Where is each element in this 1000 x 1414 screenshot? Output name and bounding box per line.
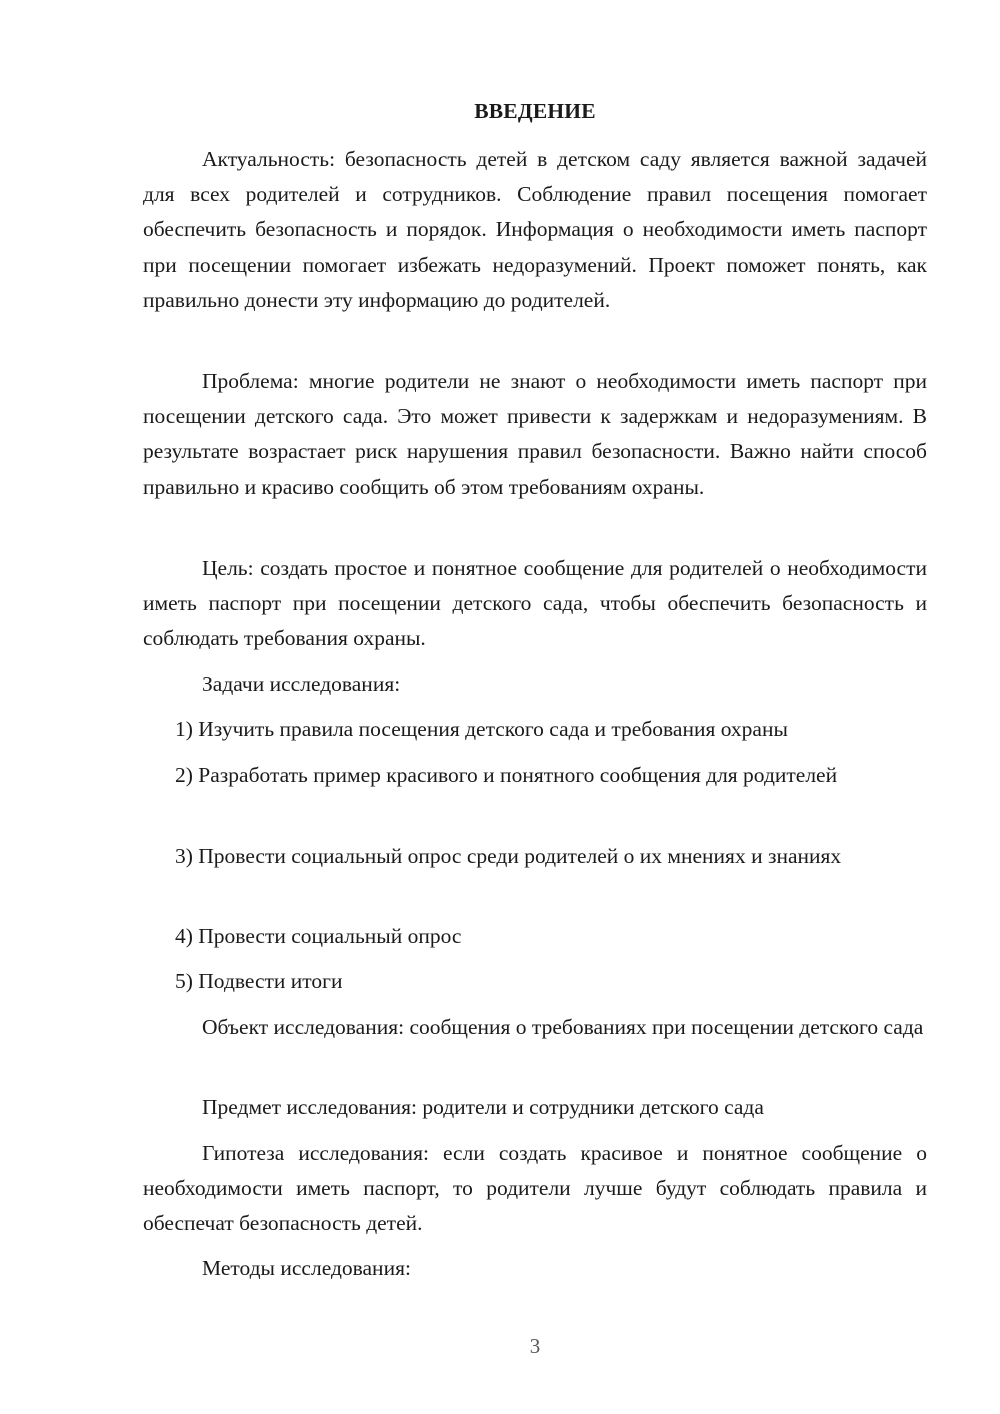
task-item-5: 5) Подвести итоги	[175, 969, 343, 993]
task-item-1: 1) Изучить правила посещения детского сада и требования охраны	[175, 717, 788, 741]
tasks-title: Задачи исследования:	[202, 672, 401, 696]
paragraph-hypothesis: Гипотеза исследования: если создать красивое и понятное сообщение о необходимости иметь паспорт, то родители лучше будут соблюдать правила и обеспечат безопасность детей.	[143, 1141, 927, 1236]
task-item-2: 2) Разработать пример красивого и понятного сообщения для родителей	[175, 763, 838, 787]
paragraph-subject: Предмет исследования: родители и сотрудники детского сада	[202, 1095, 764, 1119]
paragraph-relevance: Актуальность: безопасность детей в детском саду является важной задачей для всех родителей и сотрудников. Соблюдение правил посещения помогает обеспечить безопасность и порядок. Информация о необходимости иметь паспорт при посещении помогает избежать недоразумений. Проект поможет понять, как правильно донести эту информацию до родителей.	[143, 147, 927, 312]
section-heading: ВВЕДЕНИЕ	[474, 99, 596, 123]
paragraph-problem: Проблема: многие родители не знают о необходимости иметь паспорт при посещении детского сада. Это может привести к задержкам и недоразумениям. В результате возрастает риск нарушения правил безопасности. Важно найти способ правильно и красиво сообщить об этом требованиям охраны.	[143, 369, 927, 499]
task-item-3: 3) Провести социальный опрос среди родителей о их мнениях и знаниях	[175, 844, 842, 868]
paragraph-object: Объект исследования: сообщения о требованиях при посещении детского сада	[202, 1015, 924, 1039]
task-item-4: 4) Провести социальный опрос	[175, 924, 462, 948]
methods-title: Методы исследования:	[202, 1256, 411, 1280]
page-number: 3	[529, 1334, 541, 1358]
paragraph-goal: Цель: создать простое и понятное сообщение для родителей о необходимости иметь паспорт при посещении детского сада, чтобы обеспечить безопасность и соблюдать требования охраны.	[143, 556, 927, 651]
